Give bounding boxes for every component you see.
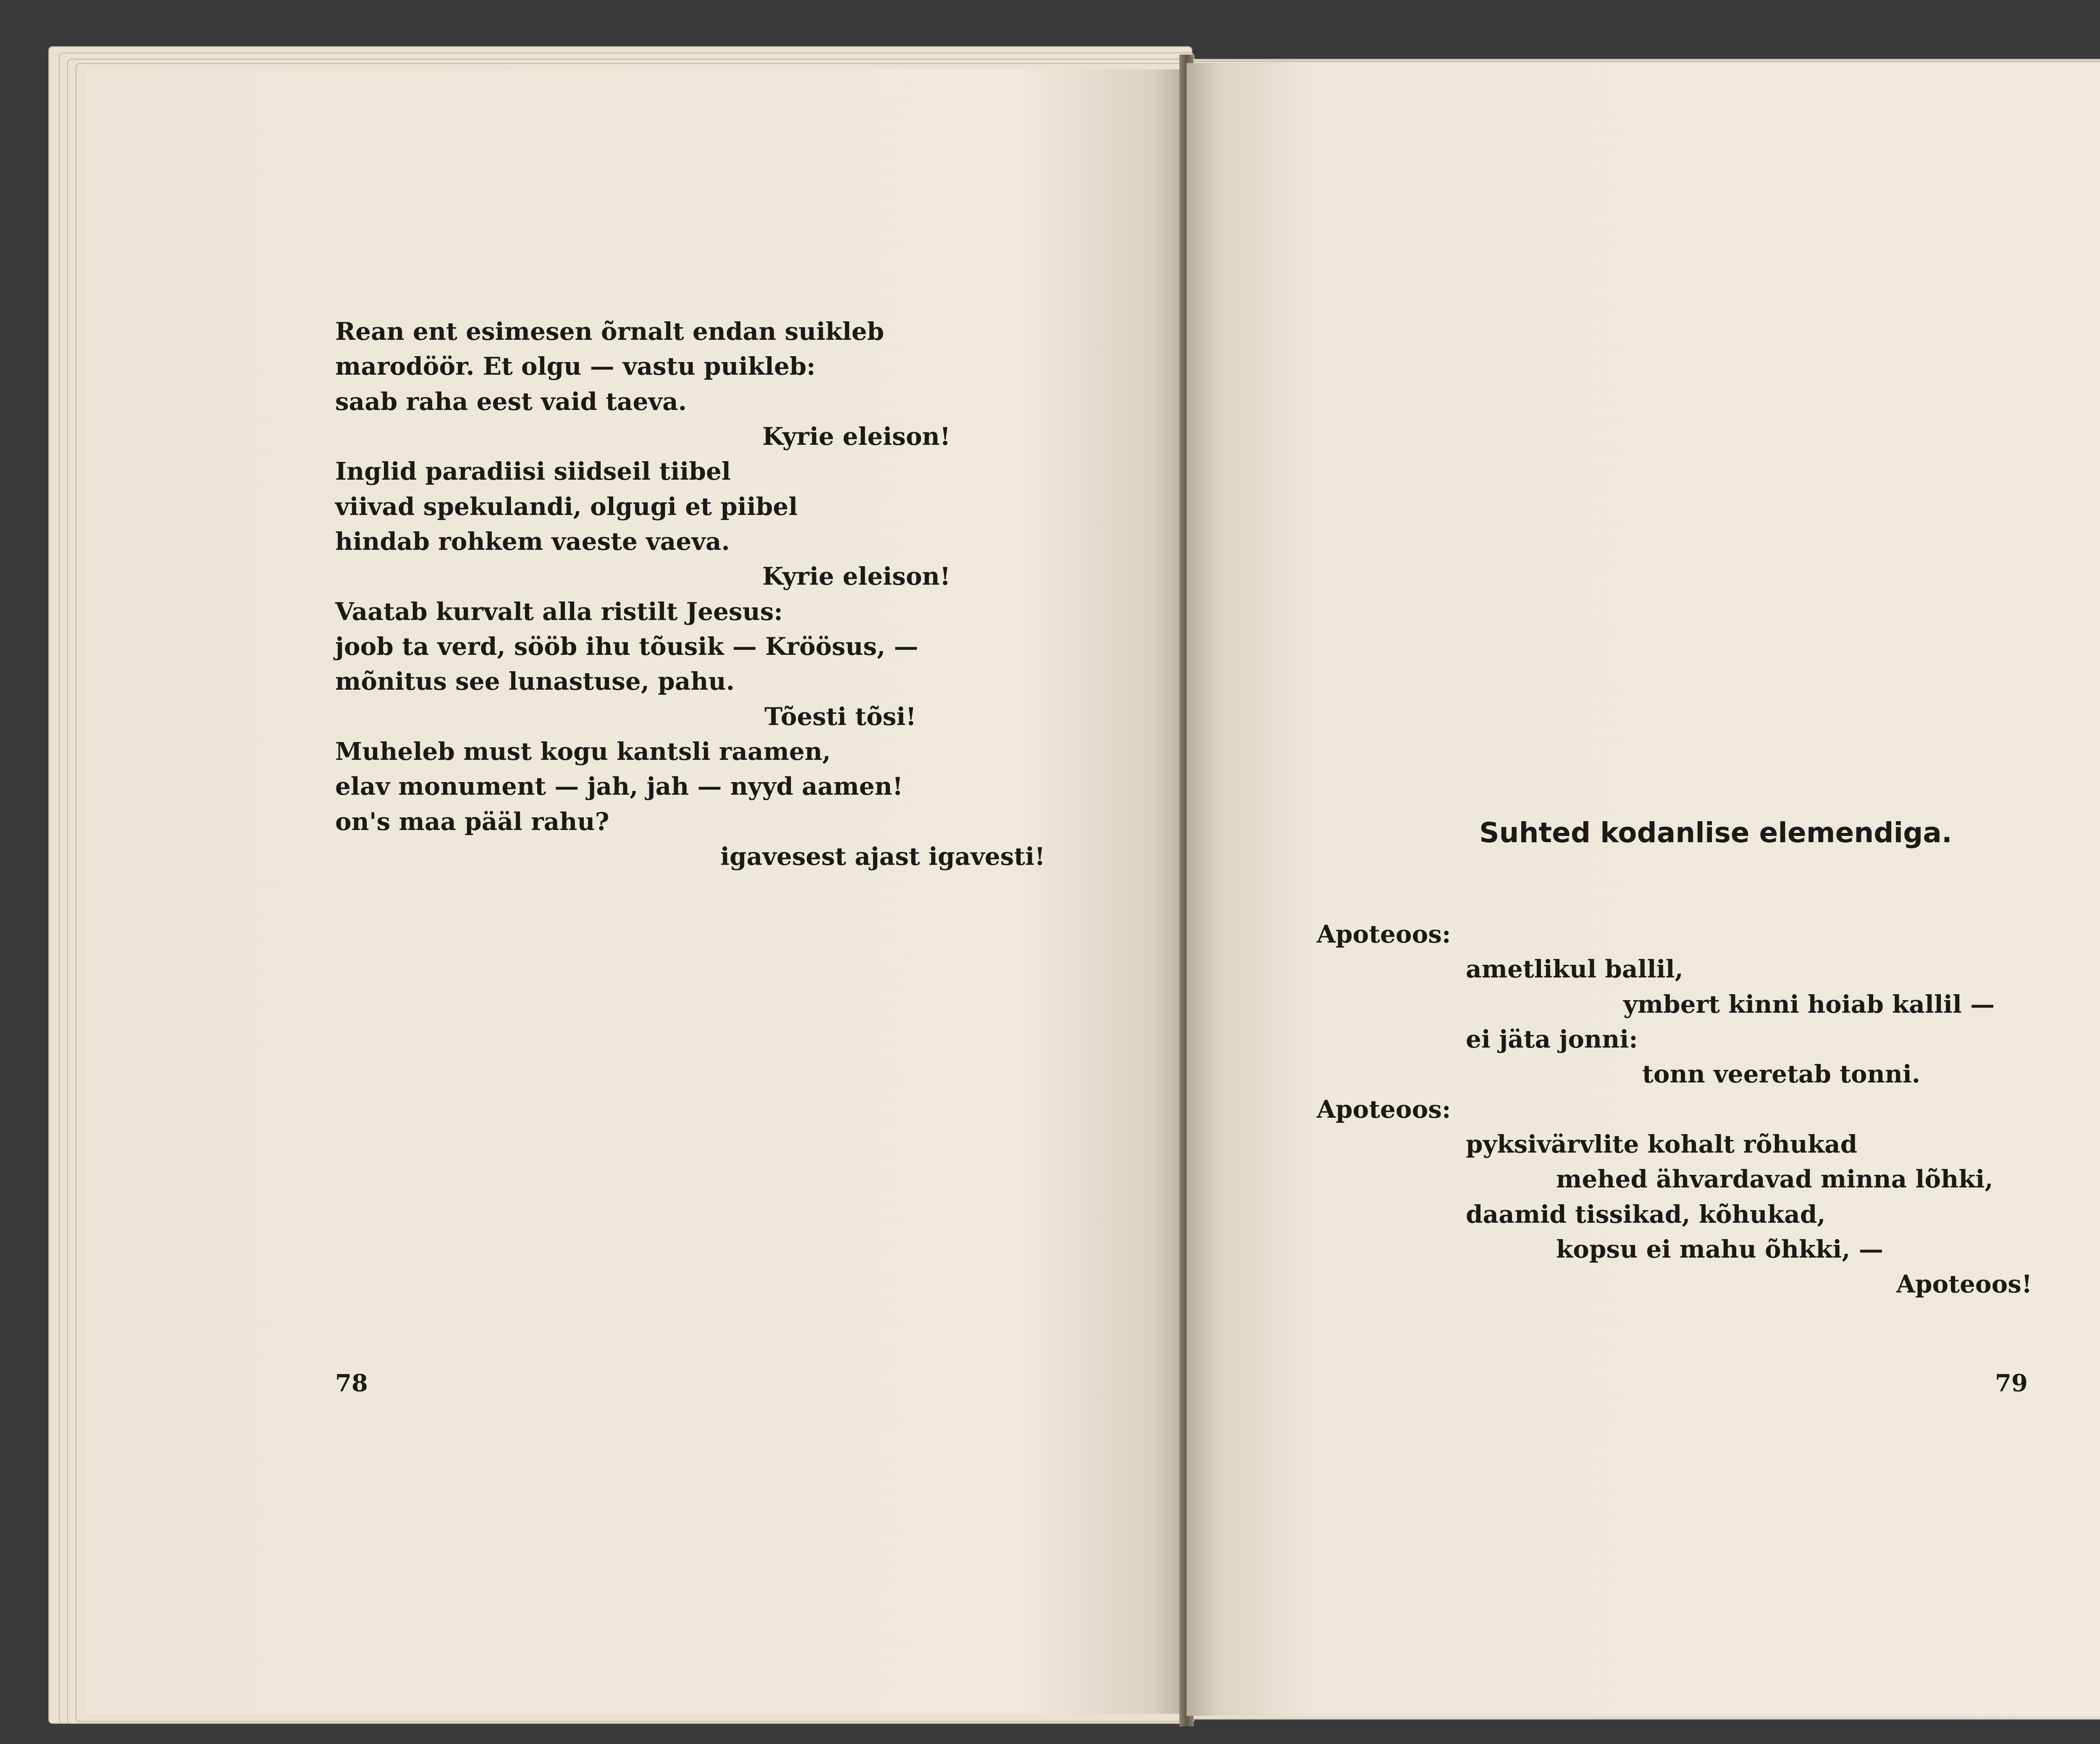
poem-line: Rean ent esimesen õrnalt endan suikleb — [335, 317, 884, 346]
poem-line: kopsu ei mahu õhkki, — — [1556, 1235, 1883, 1263]
poem-refrain: igavesest ajast igavesti! — [720, 842, 1045, 871]
poem-line: ametlikul ballil, — [1466, 955, 1683, 983]
poem-line: mõnitus see lunastuse, pahu. — [335, 667, 735, 696]
poem-refrain: Tõesti tõsi! — [764, 702, 916, 731]
poem-refrain: Kyrie eleison! — [762, 562, 951, 591]
poem-line: Inglid paradiisi siidseil tiibel — [335, 457, 731, 486]
left-page — [86, 69, 1186, 1714]
poem-line: on's maa pääl rahu? — [335, 807, 609, 836]
poem-line: joob ta verd, sööb ihu tõusik — Kröösus, — — [335, 632, 919, 661]
poem-line: pyksivärvlite kohalt rõhukad — [1466, 1130, 1858, 1158]
poem-line: marodöör. Et olgu — vastu puikleb: — [335, 352, 816, 381]
right-page — [1186, 63, 2100, 1716]
poem-line: Apoteoos: — [1317, 920, 1451, 948]
poem-line: ei jäta jonni: — [1466, 1025, 1638, 1053]
page-number: 78 — [335, 1369, 368, 1397]
poem-line: Apoteoos: — [1317, 1095, 1451, 1124]
poem-line: hindab rohkem vaeste vaeva. — [335, 527, 730, 556]
page-number: 79 — [1995, 1369, 2028, 1397]
poem-line: elav monument — jah, jah — nyyd aamen! — [335, 772, 903, 801]
poem-line: saab raha eest vaid taeva. — [335, 387, 687, 416]
poem-line: daamid tissikad, kõhukad, — [1466, 1200, 1826, 1229]
poem-line: Vaatab kurvalt alla ristilt Jeesus: — [335, 597, 783, 626]
poem-refrain: Kyrie eleison! — [762, 422, 951, 451]
poem-line: mehed ähvardavad minna lõhki, — [1556, 1165, 1993, 1193]
poem-line: ymbert kinni hoiab kallil — — [1623, 990, 1995, 1019]
poem-line: Muheleb must kogu kantsli raamen, — [335, 737, 831, 766]
poem-line: viivad spekulandi, olgugi et piibel — [335, 492, 798, 521]
page-title: Suhted kodanlise elemendiga. — [1479, 817, 1952, 849]
poem-refrain: Apoteoos! — [1896, 1270, 2032, 1298]
poem-line: tonn veeretab tonni. — [1642, 1060, 1921, 1088]
